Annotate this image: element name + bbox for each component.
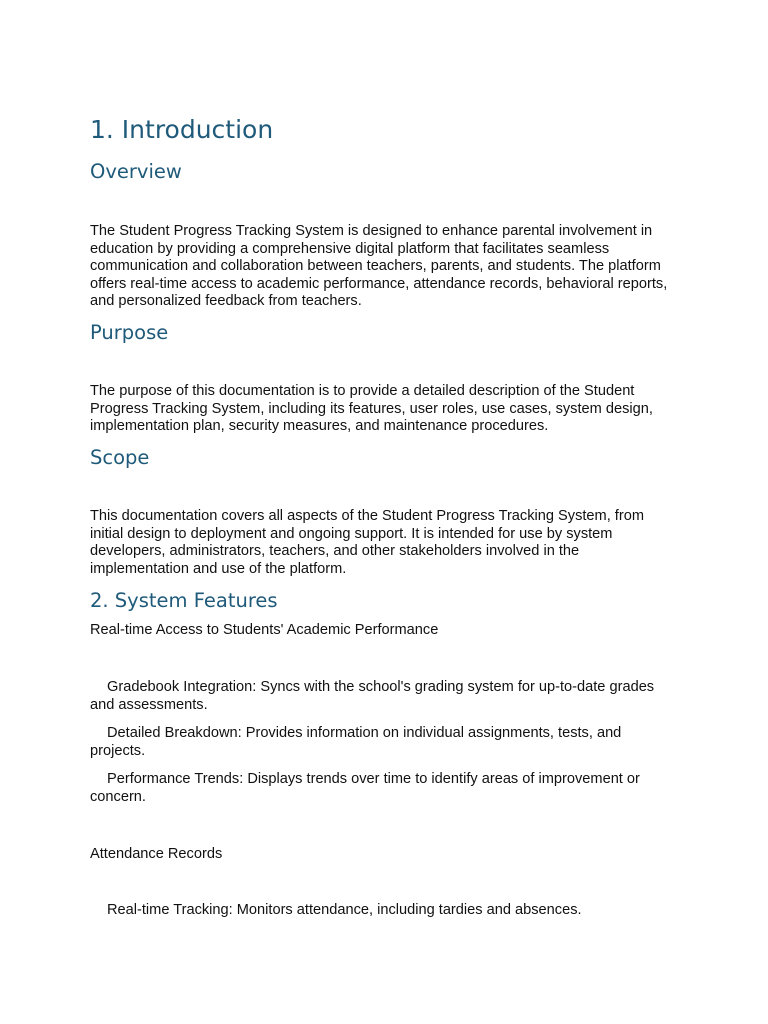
feature-item-realtime-tracking: Real-time Tracking: Monitors attendance, including tardies and absences. <box>107 902 582 918</box>
feature-item-detailed-breakdown: Detailed Breakdown: Provides information on individual assignments, tests, and projects. <box>90 725 622 759</box>
subheading-scope: Scope <box>90 446 150 469</box>
feature-title-academic: Real-time Access to Students' Academic Performance <box>90 622 439 638</box>
subheading-purpose: Purpose <box>90 321 169 344</box>
scope-paragraph: This documentation covers all aspects of the Student Progress Tracking System, from initial design to deployment and ongoing support. It is intended for use by system developers, administrators, teachers, and other stakeholders involved in the implementation and use of the platform. <box>90 508 644 577</box>
feature-title-attendance: Attendance Records <box>90 846 223 862</box>
subheading-overview: Overview <box>90 160 182 183</box>
section-heading-introduction: 1. Introduction <box>90 115 274 144</box>
section-heading-system-features: 2. System Features <box>90 589 278 612</box>
feature-item-performance-trends: Performance Trends: Displays trends over time to identify areas of improvement or concern. <box>90 771 640 805</box>
purpose-paragraph: The purpose of this documentation is to provide a detailed description of the Student Progress Tracking System, including its features, user roles, use cases, system design, implementation plan, security measures, and maintenance procedures. <box>90 383 653 435</box>
feature-item-gradebook: Gradebook Integration: Syncs with the school's grading system for up-to-date grades and assessments. <box>90 679 655 713</box>
overview-paragraph: The Student Progress Tracking System is designed to enhance parental involvement in education by providing a comprehensive digital platform that facilitates seamless communication and collaboration between teachers, parents, and students. The platform offers real-time access to academic performance, attendance records, behavioral reports, and personalized feedback from teachers. <box>90 223 668 310</box>
